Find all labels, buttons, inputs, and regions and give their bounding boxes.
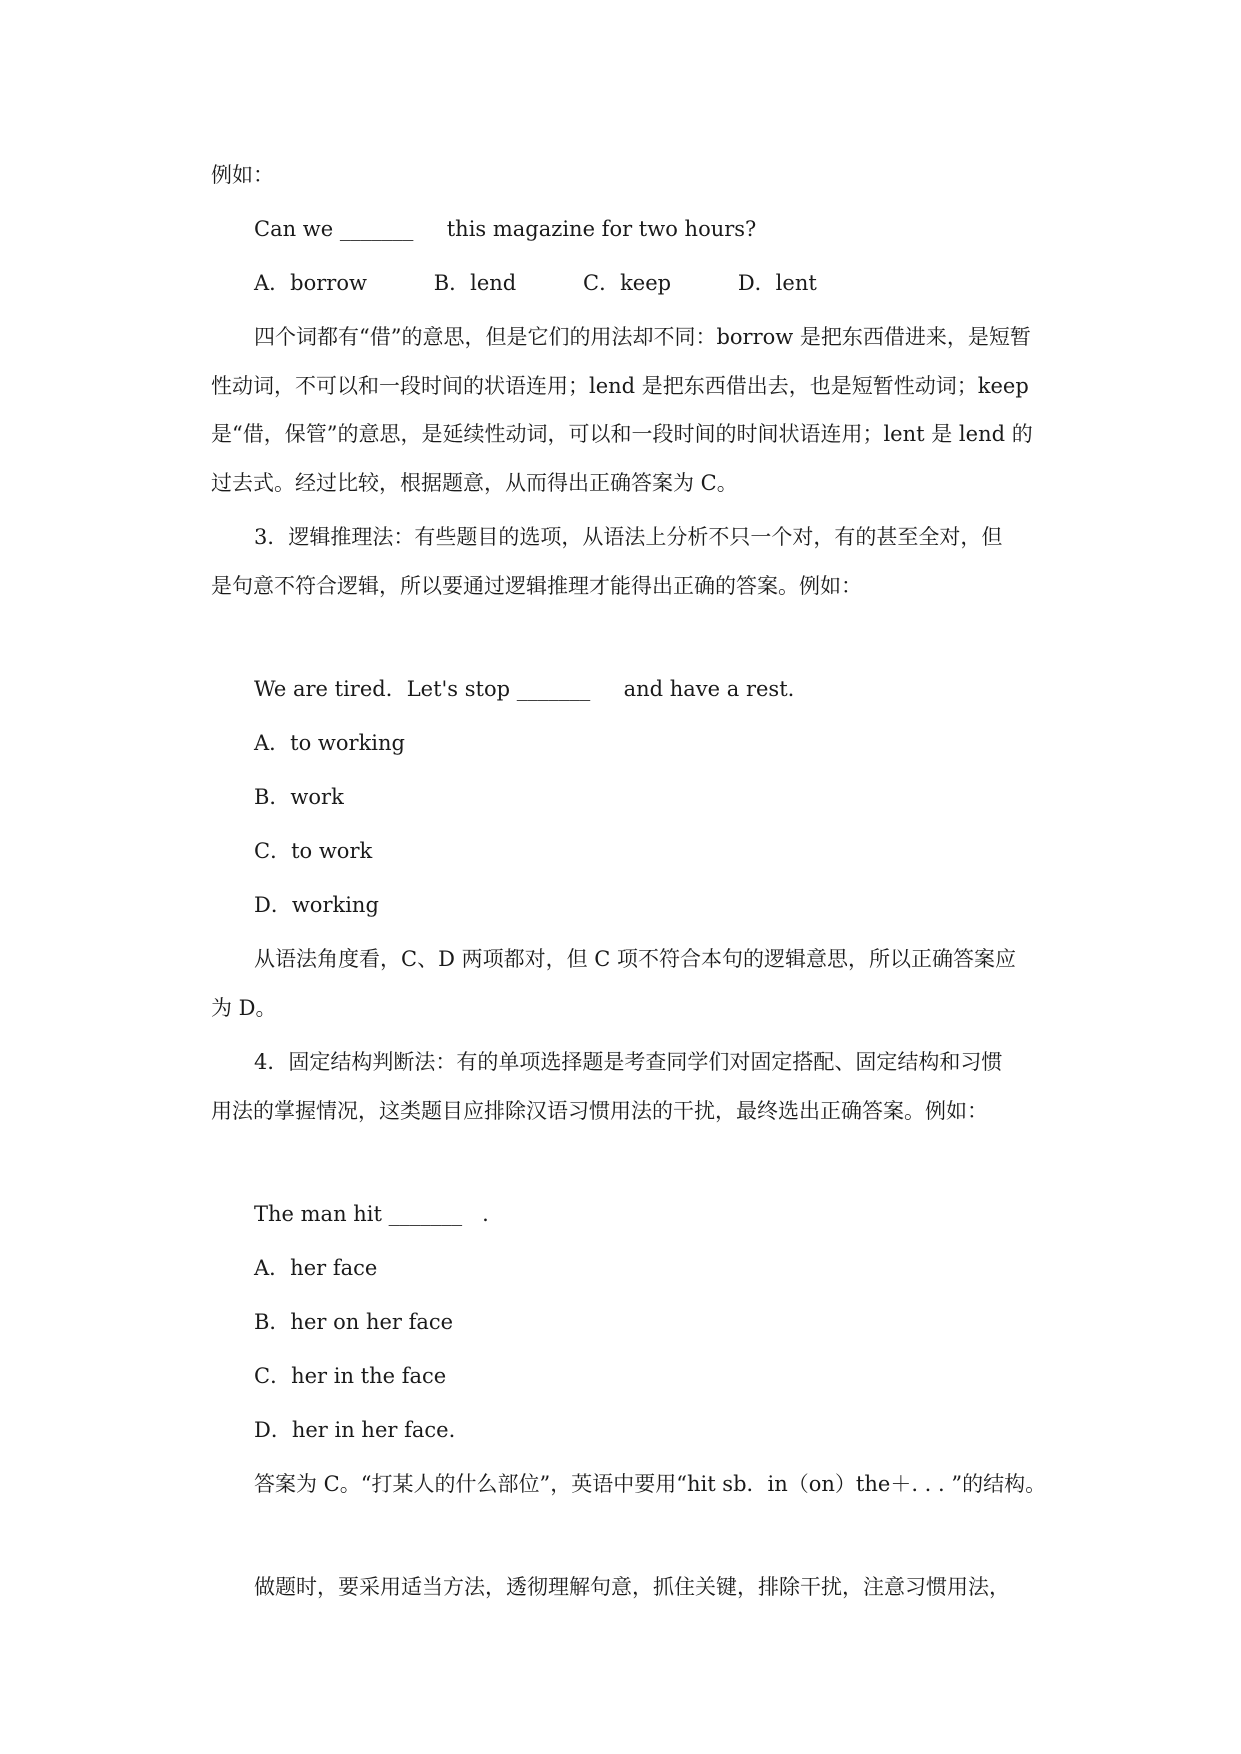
question-3-option-a: A．her face	[254, 1256, 378, 1280]
question-3: The man hit _______ .	[254, 1202, 489, 1226]
question-3-option-d: D．her in her face.	[254, 1418, 456, 1442]
question-3-option-c: C．her in the face	[254, 1364, 447, 1388]
explanation-2-line-1: 从语法角度看，C、D 两项都对，但 C 项不符合本句的逻辑意思，所以正确答案应	[254, 947, 1016, 971]
explanation-1-line-3: 是“借，保管”的意思，是延续性动词，可以和一段时间的时间状语连用；lent 是 lend 的	[211, 422, 1033, 446]
explanation-1-line-4: 过去式。经过比较，根据题意，从而得出正确答案为 C。	[211, 471, 738, 495]
method-3-line-2: 是句意不符合逻辑，所以要通过逻辑推理才能得出正确的答案。例如：	[211, 574, 862, 598]
method-3-line-1: 3．逻辑推理法：有些题目的选项，从语法上分析不只一个对，有的甚至全对，但	[254, 525, 1003, 549]
question-2-option-d: D．working	[254, 893, 379, 917]
explanation-2-line-2: 为 D。	[211, 996, 277, 1020]
question-2-option-c: C．to work	[254, 839, 373, 863]
explanation-3: 答案为 C。“打某人的什么部位”，英语中要用“hit sb．in（on）the＋. . . ”的结构。	[254, 1472, 1047, 1496]
method-4-line-1: 4．固定结构判断法：有的单项选择题是考查同学们对固定搭配、固定结构和习惯	[254, 1050, 1003, 1074]
method-4-line-2: 用法的掌握情况，这类题目应排除汉语习惯用法的干扰，最终选出正确答案。例如：	[211, 1099, 988, 1123]
question-3-option-b: B．her on her face	[254, 1310, 454, 1334]
example-intro: 例如：	[211, 163, 274, 187]
conclusion-line-1: 做题时，要采用适当方法，透彻理解句意，抓住关键，排除干扰，注意习惯用法，	[254, 1575, 1010, 1599]
question-2: We are tired．Let's stop _______ and have a rest.	[254, 677, 795, 701]
question-2-option-a: A．to working	[254, 731, 405, 755]
explanation-1-line-1: 四个词都有“借”的意思，但是它们的用法却不同：borrow 是把东西借进来，是短暂	[254, 325, 1031, 349]
question-2-option-b: B．work	[254, 785, 344, 809]
explanation-1-line-2: 性动词，不可以和一段时间的状语连用；lend 是把东西借出去，也是短暂性动词；keep	[211, 374, 1029, 398]
question-1-options: A．borrow B．lend C．keep D．lent	[254, 271, 817, 295]
question-1: Can we _______ this magazine for two hours?	[254, 217, 757, 241]
